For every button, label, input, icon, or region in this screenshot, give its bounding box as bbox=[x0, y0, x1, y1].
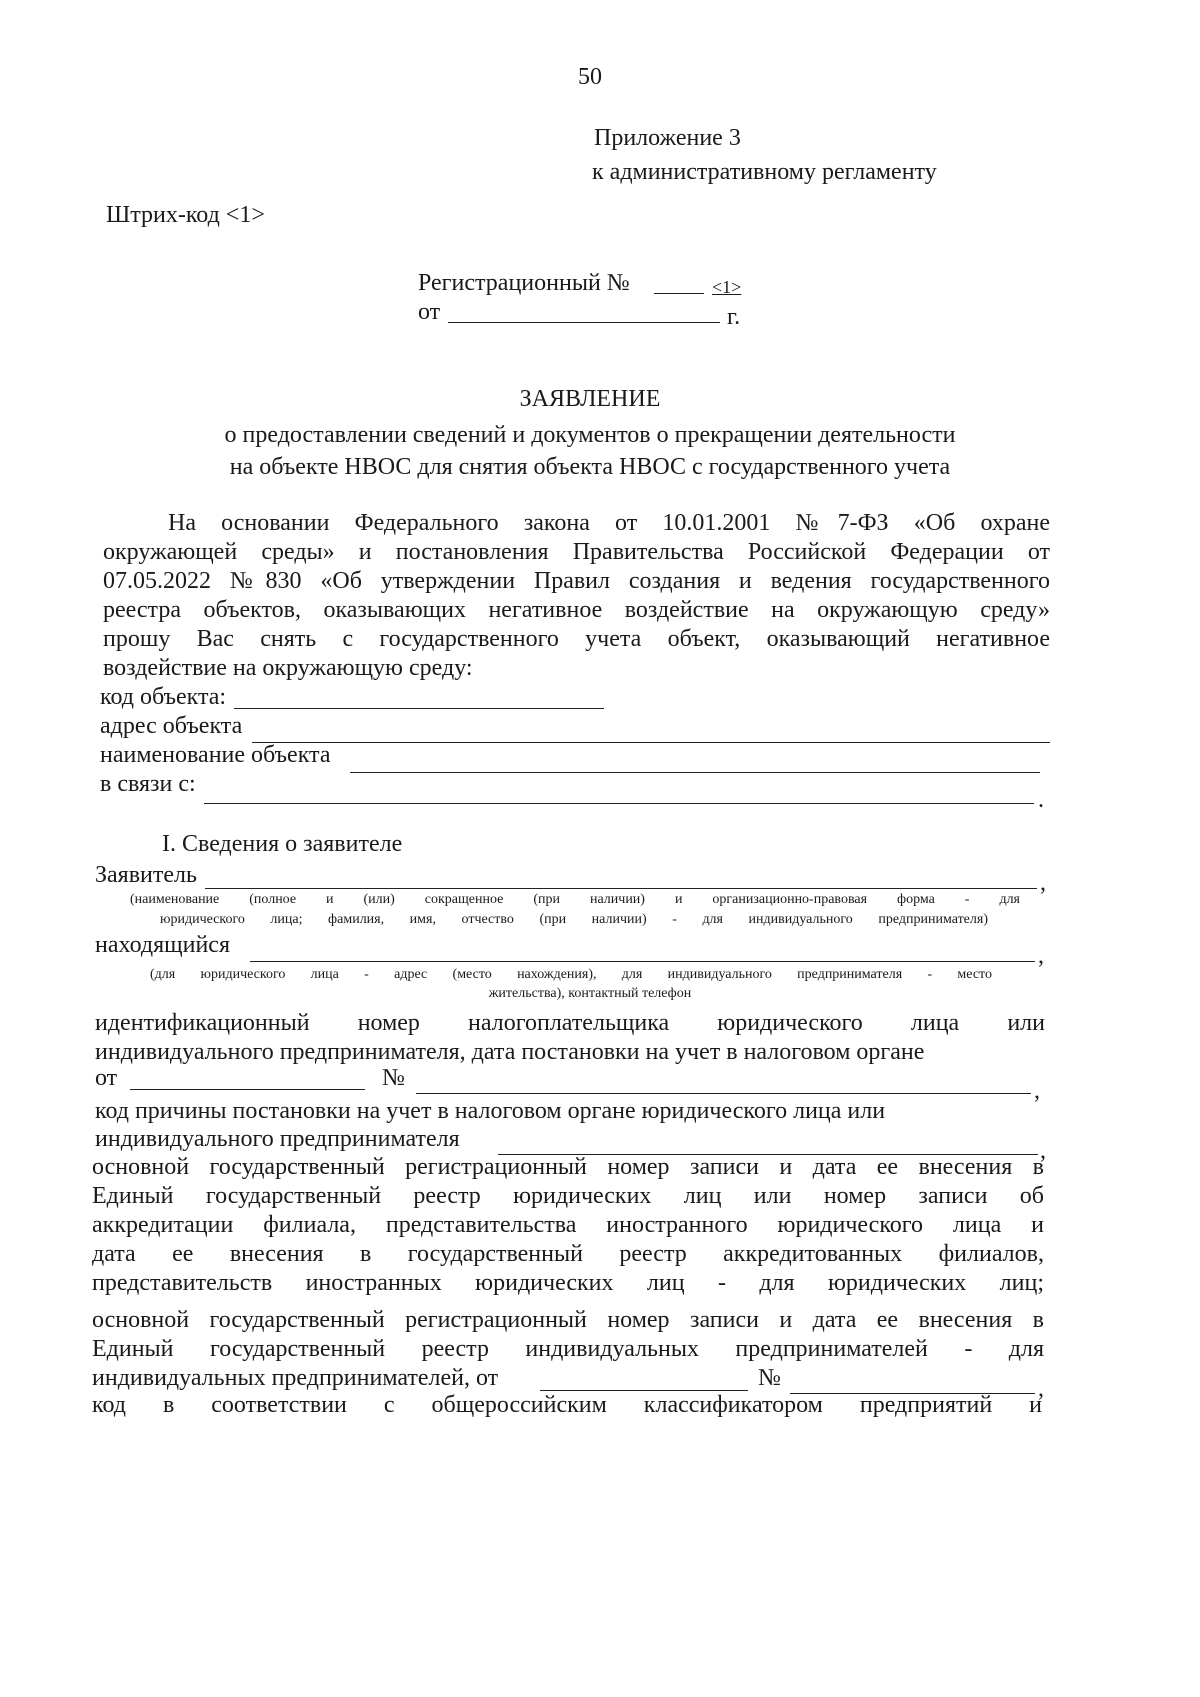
document-subtitle-1: о предоставлении сведений и документов о прекращении деятельности bbox=[224, 422, 956, 448]
page-number: 50 bbox=[578, 64, 602, 90]
located-label: находящийся bbox=[95, 932, 230, 958]
inn-line-1: идентификационный номер налогоплательщика юридического лица или bbox=[95, 1010, 1045, 1036]
applicant-hint-2: юридического лица; фамилия, имя, отчество (при наличии) - для индивидуального предпринимателя) bbox=[160, 912, 988, 927]
registration-footnote: <1> bbox=[712, 277, 742, 297]
okpo-line: код в соответствии с общероссийским классификатором предприятий и bbox=[92, 1392, 1042, 1418]
located-hint-2: жительства), контактный телефон bbox=[488, 986, 692, 1001]
appendix-line-1: Приложение 3 bbox=[594, 125, 741, 151]
kpp-line-2: индивидуального предпринимателя bbox=[95, 1126, 460, 1152]
located-comma: , bbox=[1038, 943, 1044, 969]
due-to-end: . bbox=[1038, 787, 1044, 813]
intro-line-4: реестра объектов, оказывающих негативное воздействие на окружающую среду» bbox=[103, 597, 1050, 623]
ogrn-line-3: аккредитации филиала, представительства иностранного юридического лица и bbox=[92, 1212, 1044, 1238]
intro-line-1: На основании Федерального закона от 10.01.2001 №7-ФЗ «Об охране bbox=[168, 510, 1050, 536]
located-hint-1: (для юридического лица - адрес (место нахождения), для индивидуального предпринимателя - место bbox=[150, 967, 992, 982]
inn-from-label: от bbox=[95, 1065, 118, 1091]
registration-number-field[interactable] bbox=[654, 293, 704, 294]
ogrn-line-5: представительств иностранных юридических лиц - для юридических лиц; bbox=[92, 1270, 1044, 1296]
object-name-label: наименование объекта bbox=[100, 742, 331, 768]
registration-year-suffix: г. bbox=[727, 304, 741, 330]
ogrn-line-6: основной государственный регистрационный номер записи и дата ее внесения в bbox=[92, 1307, 1044, 1333]
registration-label: Регистрационный № bbox=[418, 270, 630, 296]
object-address-field[interactable] bbox=[252, 742, 1050, 743]
kpp-line-1: код причины постановки на учет в налоговом органе юридического лица или bbox=[95, 1098, 886, 1124]
object-code-field[interactable] bbox=[234, 708, 604, 709]
ogrnip-number-label: № bbox=[758, 1365, 781, 1391]
ogrn-line-2: Единый государственный реестр юридических лиц или номер записи об bbox=[92, 1183, 1044, 1209]
intro-line-2: окружающей среды» и постановления Правительства Российской Федерации от bbox=[103, 539, 1050, 565]
kpp-comma: , bbox=[1040, 1138, 1046, 1164]
due-to-field[interactable] bbox=[204, 803, 1034, 804]
section-1-heading: I. Сведения о заявителе bbox=[162, 831, 403, 857]
inn-comma: , bbox=[1034, 1078, 1040, 1104]
object-address-label: адрес объекта bbox=[100, 713, 243, 739]
registration-date-field[interactable] bbox=[448, 322, 720, 323]
document-title: ЗАЯВЛЕНИЕ bbox=[519, 386, 661, 412]
applicant-label: Заявитель bbox=[95, 862, 197, 888]
intro-line-6: воздействие на окружающую среду: bbox=[103, 655, 473, 681]
inn-number-field[interactable] bbox=[416, 1093, 1031, 1094]
ogrnip-comma: , bbox=[1038, 1376, 1044, 1402]
applicant-hint-1: (наименование (полное и (или) сокращенное (при наличии) и организационно-правовая форма - для bbox=[130, 892, 1020, 907]
ogrn-line-7: Единый государственный реестр индивидуальных предпринимателей - для bbox=[92, 1336, 1044, 1362]
applicant-comma: , bbox=[1040, 870, 1046, 896]
applicant-field[interactable] bbox=[205, 888, 1037, 889]
inn-line-2: индивидуального предпринимателя, дата постановки на учет в налоговом органе bbox=[95, 1039, 925, 1065]
document-subtitle-2: на объекте НВОС для снятия объекта НВОС с государственного учета bbox=[229, 454, 951, 480]
ogrn-line-1: основной государственный регистрационный номер записи и дата ее внесения в bbox=[92, 1154, 1044, 1180]
ogrn-line-4: дата ее внесения в государственный реестр аккредитованных филиалов, bbox=[92, 1241, 1044, 1267]
intro-line-5: прошу Вас снять с государственного учета объект, оказывающий негативное bbox=[103, 626, 1050, 652]
appendix-line-2: к административному регламенту bbox=[592, 159, 937, 185]
inn-number-label: № bbox=[382, 1065, 405, 1091]
intro-line-3: 07.05.2022 №830 «Об утверждении Правил создания и ведения государственного bbox=[103, 568, 1050, 594]
barcode-label: Штрих-код <1> bbox=[106, 202, 265, 228]
located-field[interactable] bbox=[250, 961, 1035, 962]
registration-from-label: от bbox=[418, 299, 441, 325]
object-name-field[interactable] bbox=[350, 772, 1040, 773]
due-to-label: в связи с: bbox=[100, 771, 196, 797]
object-code-label: код объекта: bbox=[100, 684, 227, 710]
ogrnip-tail: индивидуальных предпринимателей, от bbox=[92, 1365, 499, 1391]
inn-date-field[interactable] bbox=[130, 1089, 365, 1090]
